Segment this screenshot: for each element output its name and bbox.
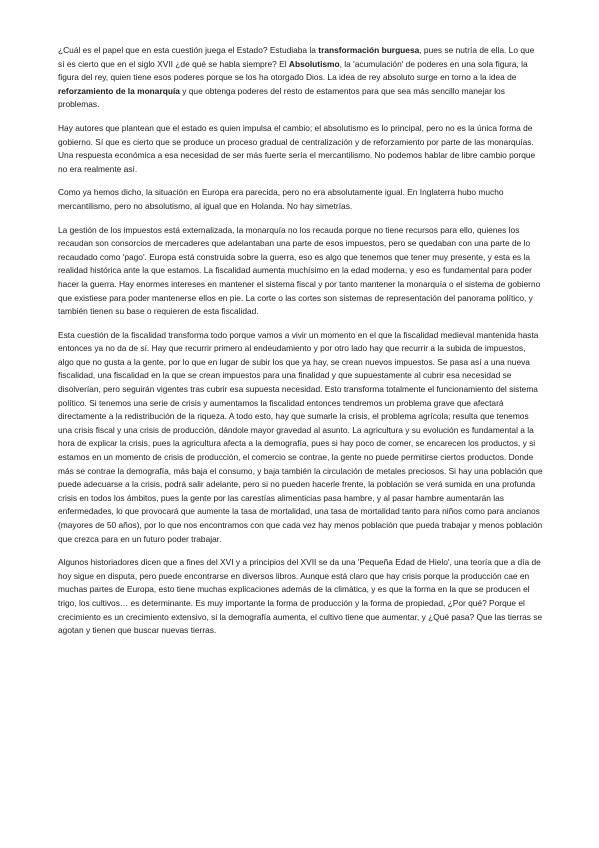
paragraph-6 [58, 556, 543, 638]
text-segment: ¿Cuál es el papel que en esta cuestión juega el Estado? Estudiaba la [58, 45, 319, 55]
text-segment: Como ya hemos dicho, la situación en Europa era parecida, pero no era absolutamente igual. En Inglaterra hubo mucho mercantilismo, pero no absolutismo, al igual que en Holanda. No hay simetrías. [58, 187, 504, 211]
paragraph-1 [58, 44, 543, 112]
bold-term: transformación burguesa [318, 45, 420, 55]
text-segment: Algunos historiadores dicen que a fines del XVI y a principios del XVII se da una 'Pequeña Edad de Hielo', una teoría que a día de hoy sigue en disputa, pero puede encontrarse en diversos libros. Aunque está claro que hay crisis porque la producción cae en muchas partes de Europa, esto tiene muchas explicaciones además de la climática, y es que la forma en la que se producen el trigo, los cultivos… es determinante. Es muy importante la forma de producción y la forma de propiedad, ¿Por qué? Porque el crecimiento es un crecimiento extensivo, si la demografía aumenta, el cultivo tiene que aumentar, y ¿Qué pasa? Que las tierras se agotan y tienen que buscar nuevas tierras. [58, 557, 543, 636]
text-segment: La gestión de los impuestos está externalizada, la monarquía no los recauda porque no tiene recursos para ello, quienes los recaudan son consorcios de mercaderes que adelantaban una parte de esos impuestos, pero se quedaban con una parte de lo recaudado como 'pago'. Europa está construida sobre la guerra, eso es algo que tenemos que tener muy presente, y esta es la realidad histórica ante la que estamos. La fiscalidad aumenta muchísimo en la edad moderna, y eso es fundamental para poder hacer la guerra. Hay enormes intereses en mantener el sistema fiscal y por tanto mantener la monarquía o el sistema de gobierno que existiese para poder mantenerse ellos en pie. La corte o las cortes son sistemas de representación del panorama político, y también tienen su base o requieren de esta fiscalidad. [58, 224, 541, 317]
bold-term: Absolutismo [288, 58, 340, 69]
paragraph-3 [58, 186, 543, 213]
text-segment: y que obtenga poderes del resto de estamentos para que sea más sencillo manejar los problemas. [58, 85, 505, 110]
paragraph-5 [58, 329, 543, 547]
text-segment: , pues se nutría de ella. Lo que sí es cierto que en el siglo XVII ¿de qué se habla siempre? El [58, 45, 535, 69]
paragraph-4 [58, 224, 543, 319]
paragraph-2 [58, 122, 543, 176]
bold-term: reforzamiento de la monarquía [58, 85, 180, 96]
text-segment: , la 'acumulación' de poderes en una sola figura, la figura del rey, quien tiene esos poderes porque se los ha otorgado Dios. La idea de rey absoluto surge en torno a la idea de [58, 58, 528, 83]
text-segment: Hay autores que plantean que el estado es quien impulsa el cambio; el absolutismo es lo principal, pero no es la única forma de gobierno. Sí que es cierto que se produce un proceso gradual de centralización y de reforzamiento por parte de las monarquías. Una respuesta económica a esa necesidad de ser más fuerte sería el mercantilismo. No podemos hablar de libre cambio porque no era realmente así. [58, 122, 536, 174]
text-segment: Esta cuestión de la fiscalidad transforma todo porque vamos a vivir un momento en el que la fiscalidad medieval mantenida hasta entonces ya no da de sí. Hay que recurrir primero al endeudamiento y por otro lado hay que recurrir a la subida de impuestos, algo que no gusta a la gente, por lo que en lugar de subir los que ya hay, se crean nuevos impuestos. Se pasa así a una nueva fiscalidad, una fiscalidad en la que se crean impuestos para una finalidad y que supuestamente al cubrir esa necesidad se disolverían, pero seguirán vigentes tras cubrir esa supuesta necesidad. Esto transforma totalmente el funcionamiento del sistema político. Si tenemos una serie de crisis y aumentamos la fiscalidad entonces tendremos un problema grave que afectará directamente a la redistribución de la riqueza. A todo esto, hay que sumarle la crisis, el problema agrícola; resulta que tenemos una crisis fiscal y una crisis de producción, dándole mayor gravedad al asunto. La agricultura y su evolución es fundamental a la hora de explicar la crisis, pues la agricultura afecta a la demografía, pues si hay poco de comer, se encarecen los productos, y si estamos en un momento de crisis de producción, el comercio se contrae, la gente no puede permitirse ciertos productos. Donde más se contrae la demografía, más baja el consumo, y baja también la circulación de metales preciosos. Si hay una población que puede adecuarse a la crisis, podrá salir adelante, pero si no pueden hacerle frente, la población se verá sumida en una profunda crisis en todos los ámbitos, pues la gente por las carestías alimenticias pasa hambre, y al pasar hambre aumentarán las enfermedades, lo que provocará que aumente la tasa de mortalidad, una tasa de mortalidad tanto para niños como para ancianos (mayores de 50 años), por lo que nos encontramos con que cada vez hay menos población que pueda trabajar y menos población que crezca para en un futuro poder trabajar. [58, 329, 543, 544]
